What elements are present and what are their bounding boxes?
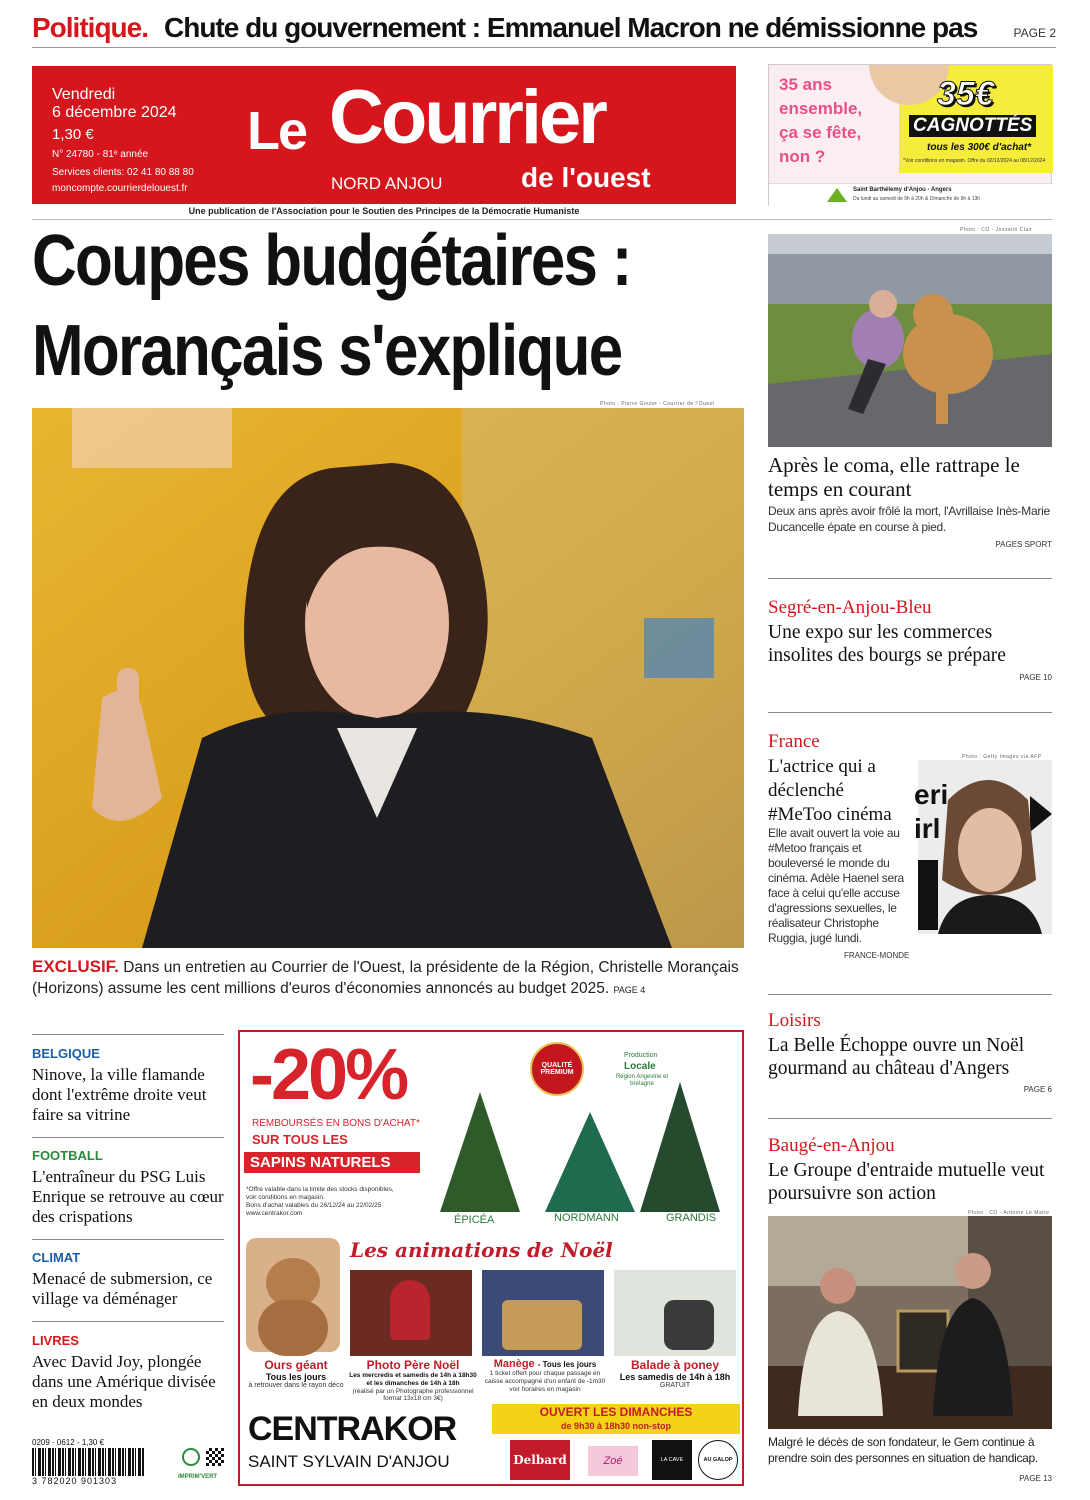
- ad-photo-poney: [612, 1268, 738, 1358]
- banner-page: PAGE 2: [1013, 26, 1056, 40]
- masthead-date: 6 décembre 2024: [52, 104, 177, 121]
- newspaper-logo[interactable]: [247, 75, 687, 195]
- ad-event-text: 1 ticket offert pour chaque passage en caisse accompagné d'un enfant de -1m30 voir horaires en magasin: [484, 1370, 606, 1393]
- qr-icon: [206, 1448, 224, 1466]
- masthead-rule: [32, 219, 1052, 220]
- barcode-code-top: 0209 - 0612 - 1,30 €: [32, 1438, 105, 1447]
- france-page: FRANCE-MONDE: [844, 951, 910, 960]
- ad-partner-galop: [698, 1440, 738, 1480]
- ad-region: Région Angevine et bretagne: [615, 1074, 669, 1087]
- masthead-issue: N° 24780 - 81ᵉ année: [52, 149, 149, 160]
- lead-summary-text: Dans un entretien au Courrier de l'Ouest, la présidente de la Région, Christelle Morançais (Horizons) assume les cent millions d'euros d'économies annoncés au budget 2025.: [32, 959, 739, 997]
- brief-title: Ninove, la ville flamande dont l'extrême droite veut faire sa vitrine: [32, 1065, 207, 1125]
- ad-event-text: (réalisé par un Photographe professionnel format 13x18 cm 3€): [352, 1387, 474, 1403]
- sport-photo[interactable]: [768, 234, 1052, 447]
- top-ad-line1: 35 ans: [779, 75, 832, 94]
- sport-text: Deux ans après avoir frôlé la mort, l'Avrillaise Inès-Marie Ducancelle épate en course à pied.: [768, 504, 1050, 534]
- rule-left-3: [32, 1321, 224, 1322]
- rule-right-1: [768, 578, 1052, 579]
- top-banner[interactable]: [32, 12, 1056, 48]
- ad-partner-label: LA CAVE: [660, 1457, 684, 1463]
- ad-event: [612, 1358, 738, 1389]
- lead-headline-2[interactable]: Morançais s'explique: [32, 311, 622, 391]
- barcode-code-bottom: 3 782020 901303: [32, 1476, 118, 1486]
- ad-location: SAINT SYLVAIN D'ANJOU: [248, 1452, 450, 1471]
- brief-football[interactable]: [32, 1148, 224, 1227]
- ad-discount: -20%: [250, 1035, 407, 1115]
- brief-title: Avec David Joy, plongée dans une Amérique divisée en deux mondes: [32, 1352, 216, 1412]
- brief-kicker: CLIMAT: [32, 1250, 81, 1265]
- ad-tree-label: NORDMANN: [554, 1212, 619, 1224]
- france-photo-illustration: [914, 760, 1052, 934]
- ad-event: [480, 1358, 610, 1393]
- imprim-vert-label: IMPRIM'VERT: [178, 1474, 218, 1480]
- ad-tree-label: ÉPICÉA: [454, 1214, 495, 1226]
- brief-title: Menacé de submersion, ce village va déménager: [32, 1269, 213, 1309]
- top-ad-line2: ensemble,: [779, 99, 863, 118]
- loisirs-page: PAGE 6: [1023, 1085, 1052, 1094]
- france-text: Elle avait ouvert la voie au #Metoo français et bouleversé le monde du cinéma. Adèle Haenel sera face à celui qu'elle accuse d'agressions sexuelles, le réalisateur Christophe Ruggia, jugé lundi.: [768, 826, 904, 945]
- top-ad-amount: 35€: [937, 75, 994, 113]
- ad-trees-illustration: [240, 1072, 746, 1222]
- rule-right-4: [768, 1118, 1052, 1119]
- masthead-services: Services clients: 02 41 80 88 80: [52, 167, 194, 178]
- top-ad-line3: ça se fête,: [779, 123, 862, 142]
- ad-event-text: à retrouver dans le rayon déco: [248, 1382, 344, 1389]
- rule-left-0: [32, 1034, 224, 1035]
- france-photo-credit: Photo : Getty Images via AFP: [962, 754, 1042, 760]
- ad-partner-delbard: [510, 1440, 570, 1480]
- brief-climat[interactable]: [32, 1250, 224, 1309]
- ad-event-title: Photo Père Noël: [366, 1358, 460, 1372]
- brief-kicker: LIVRES: [32, 1333, 79, 1348]
- lead-photo[interactable]: [32, 408, 744, 948]
- ad-photo-manege: [480, 1268, 606, 1358]
- logo-ouest: de l'ouest: [521, 162, 651, 193]
- ad-event-sub: Tous les jours: [265, 1372, 327, 1382]
- bauge-photo-credit: Photo : CO - Antoine Le Matre: [968, 1210, 1050, 1216]
- top-ad-hours: Du lundi au samedi de 9h à 20h & Dimanche de 9h à 13h: [853, 196, 981, 202]
- sport-photo-illustration: [768, 234, 1052, 447]
- ad-ouvert-hours: de 9h30 à 18h30 non-stop: [560, 1421, 672, 1431]
- brief-kicker: BELGIQUE: [32, 1046, 100, 1061]
- ad-event-sub: Les mercredis et samedis de 14h à 18h30 et les dimanches de 14h à 18h: [349, 1372, 477, 1387]
- france-kicker: France: [768, 731, 820, 752]
- banner-headline: Chute du gouvernement : Emmanuel Macron ne démissionne pas: [164, 12, 978, 43]
- ad-rembourses: REMBOURSÉS EN BONS D'ACHAT*: [252, 1118, 420, 1129]
- top-ad[interactable]: [768, 64, 1052, 206]
- lead-photo-illustration: [32, 408, 744, 948]
- ad-fineprint-2: voir conditions en magasin.: [246, 1194, 325, 1201]
- ad-production: Production: [624, 1052, 658, 1059]
- ad-partner-label: AU GALOP: [703, 1457, 733, 1463]
- ad-event-text: GRATUIT: [659, 1382, 691, 1389]
- masthead: [32, 66, 736, 204]
- bauge-kicker: Baugé-en-Anjou: [768, 1135, 895, 1156]
- france-photo[interactable]: [914, 760, 1052, 934]
- top-ad-condition: tous les 300€ d'achat*: [927, 142, 1032, 153]
- ad-event: [246, 1358, 346, 1390]
- rule-right-3: [768, 994, 1052, 995]
- brief-belgique[interactable]: [32, 1046, 224, 1125]
- masthead-day: Vendredi: [52, 86, 116, 103]
- bauge-caption: Malgré le décès de son fondateur, le Gem continue à prendre soin des personnes en situation de handicap.: [768, 1435, 1038, 1465]
- lead-photo-credit: Photo : Pierre Goulet - Courrier de l'Ouest: [600, 401, 715, 407]
- loisirs-kicker: Loisirs: [768, 1010, 821, 1031]
- ad-partner-label: Delbard: [513, 1453, 567, 1467]
- ad-fineprint-4: www.centrakor.com: [246, 1210, 303, 1217]
- bauge-title[interactable]: Le Groupe d'entraide mutuelle veut poursuivre son action: [768, 1160, 1045, 1205]
- france-title[interactable]: L'actrice qui a déclenché #MeToo cinéma: [768, 756, 892, 825]
- ad-event-title: Balade à poney: [630, 1358, 720, 1372]
- brief-livres[interactable]: [32, 1333, 224, 1412]
- ad-locale: Locale: [624, 1061, 656, 1072]
- ad-photo-pere-noel: [348, 1268, 474, 1358]
- ad-partner-label: Zoé: [603, 1455, 623, 1467]
- ad-event-sub: - Tous les jours: [537, 1360, 597, 1369]
- logo-courrier: Courrier: [329, 75, 605, 160]
- masthead-tagline: Une publication de l'Association pour le Soutien des Principes de la Démocratie Humaniste: [188, 206, 580, 216]
- lead-summary[interactable]: [32, 956, 744, 1000]
- rule-left-2: [32, 1239, 224, 1240]
- sport-title[interactable]: Après le coma, elle rattrape le temps en courant: [768, 453, 1020, 502]
- rule-right-2: [768, 712, 1052, 713]
- sport-page: PAGES SPORT: [995, 540, 1052, 549]
- barcode-icon: [32, 1448, 144, 1476]
- lead-headline-1[interactable]: Coupes budgétaires :: [32, 221, 631, 301]
- bauge-photo[interactable]: [768, 1216, 1052, 1429]
- svg-text:eri: eri: [914, 779, 949, 810]
- brief-kicker: FOOTBALL: [32, 1148, 103, 1163]
- sport-photo-credit: Photo : CO - Josselin Clair: [960, 227, 1033, 233]
- ad-ouvert-banner: [492, 1404, 740, 1434]
- segre-page: PAGE 10: [1019, 673, 1052, 682]
- ad-partner-zoe: [588, 1446, 638, 1476]
- top-ad-fineprint: *Voir conditions en magasin. Offre du 02/12/2024 au 08/12/2024: [903, 158, 1046, 164]
- segre-kicker: Segré-en-Anjou-Bleu: [768, 597, 932, 618]
- masthead-website[interactable]: moncompte.courrierdelouest.fr: [52, 183, 188, 194]
- segre-title[interactable]: Une expo sur les commerces insolites des bourgs se prépare: [768, 622, 1006, 667]
- ad-fineprint-1: *Offre valable dans la limite des stocks disponibles,: [246, 1186, 394, 1193]
- ad-brand: CENTRAKOR: [248, 1410, 457, 1448]
- ad-fineprint-3: Bons d'achat valables du 26/12/24 au 22/02/25: [246, 1202, 382, 1209]
- rule-left-1: [32, 1137, 224, 1138]
- lead-page: PAGE 4: [613, 984, 646, 995]
- banner-kicker: Politique.: [32, 12, 148, 43]
- ad-ouvert: OUVERT LES DIMANCHES: [539, 1405, 693, 1419]
- top-ad-footer: [769, 183, 1053, 207]
- barcode-block: [32, 1438, 228, 1488]
- leroy-logo-icon: [827, 188, 847, 202]
- logo-le: Le: [247, 101, 307, 161]
- ad-tree-label: GRANDIS: [666, 1212, 717, 1224]
- top-ad-store: Saint Barthélemy d'Anjou - Angers: [853, 187, 952, 193]
- ad-event-sub: Les samedis de 14h à 18h: [619, 1372, 731, 1382]
- ad-animations: Les animations de Noël: [350, 1238, 613, 1262]
- ad-qualite: QUALITÉ PREMIUM: [540, 1062, 574, 1076]
- bauge-page: PAGE 13: [1019, 1474, 1052, 1483]
- ad-sur-tous: SUR TOUS LES: [252, 1132, 348, 1147]
- ad-event: [348, 1358, 478, 1403]
- svg-text:irl: irl: [914, 813, 941, 844]
- bauge-photo-illustration: [768, 1216, 1052, 1429]
- recycle-icon: [182, 1448, 200, 1466]
- lead-exclusive-label: EXCLUSIF.: [32, 957, 119, 976]
- brief-title: L'entraîneur du PSG Luis Enrique se retrouve au cœur des crispations: [32, 1167, 224, 1227]
- masthead-price: 1,30 €: [52, 126, 94, 143]
- centrakor-ad[interactable]: [238, 1030, 744, 1486]
- top-ad-line4: non ?: [779, 147, 826, 166]
- ad-partner-cave: [652, 1440, 692, 1480]
- loisirs-title[interactable]: La Belle Échoppe ouvre un Noël gourmand au château d'Angers: [768, 1035, 1025, 1080]
- ad-sapins: SAPINS NATURELS: [244, 1152, 420, 1173]
- edition-label: NORD ANJOU: [331, 174, 443, 193]
- ad-event-title: Manège: [493, 1358, 535, 1370]
- top-ad-cagnottes: CAGNOTTÉS: [909, 115, 1036, 137]
- ad-photo-ours: [246, 1238, 340, 1352]
- ad-event-title: Ours géant: [264, 1358, 328, 1372]
